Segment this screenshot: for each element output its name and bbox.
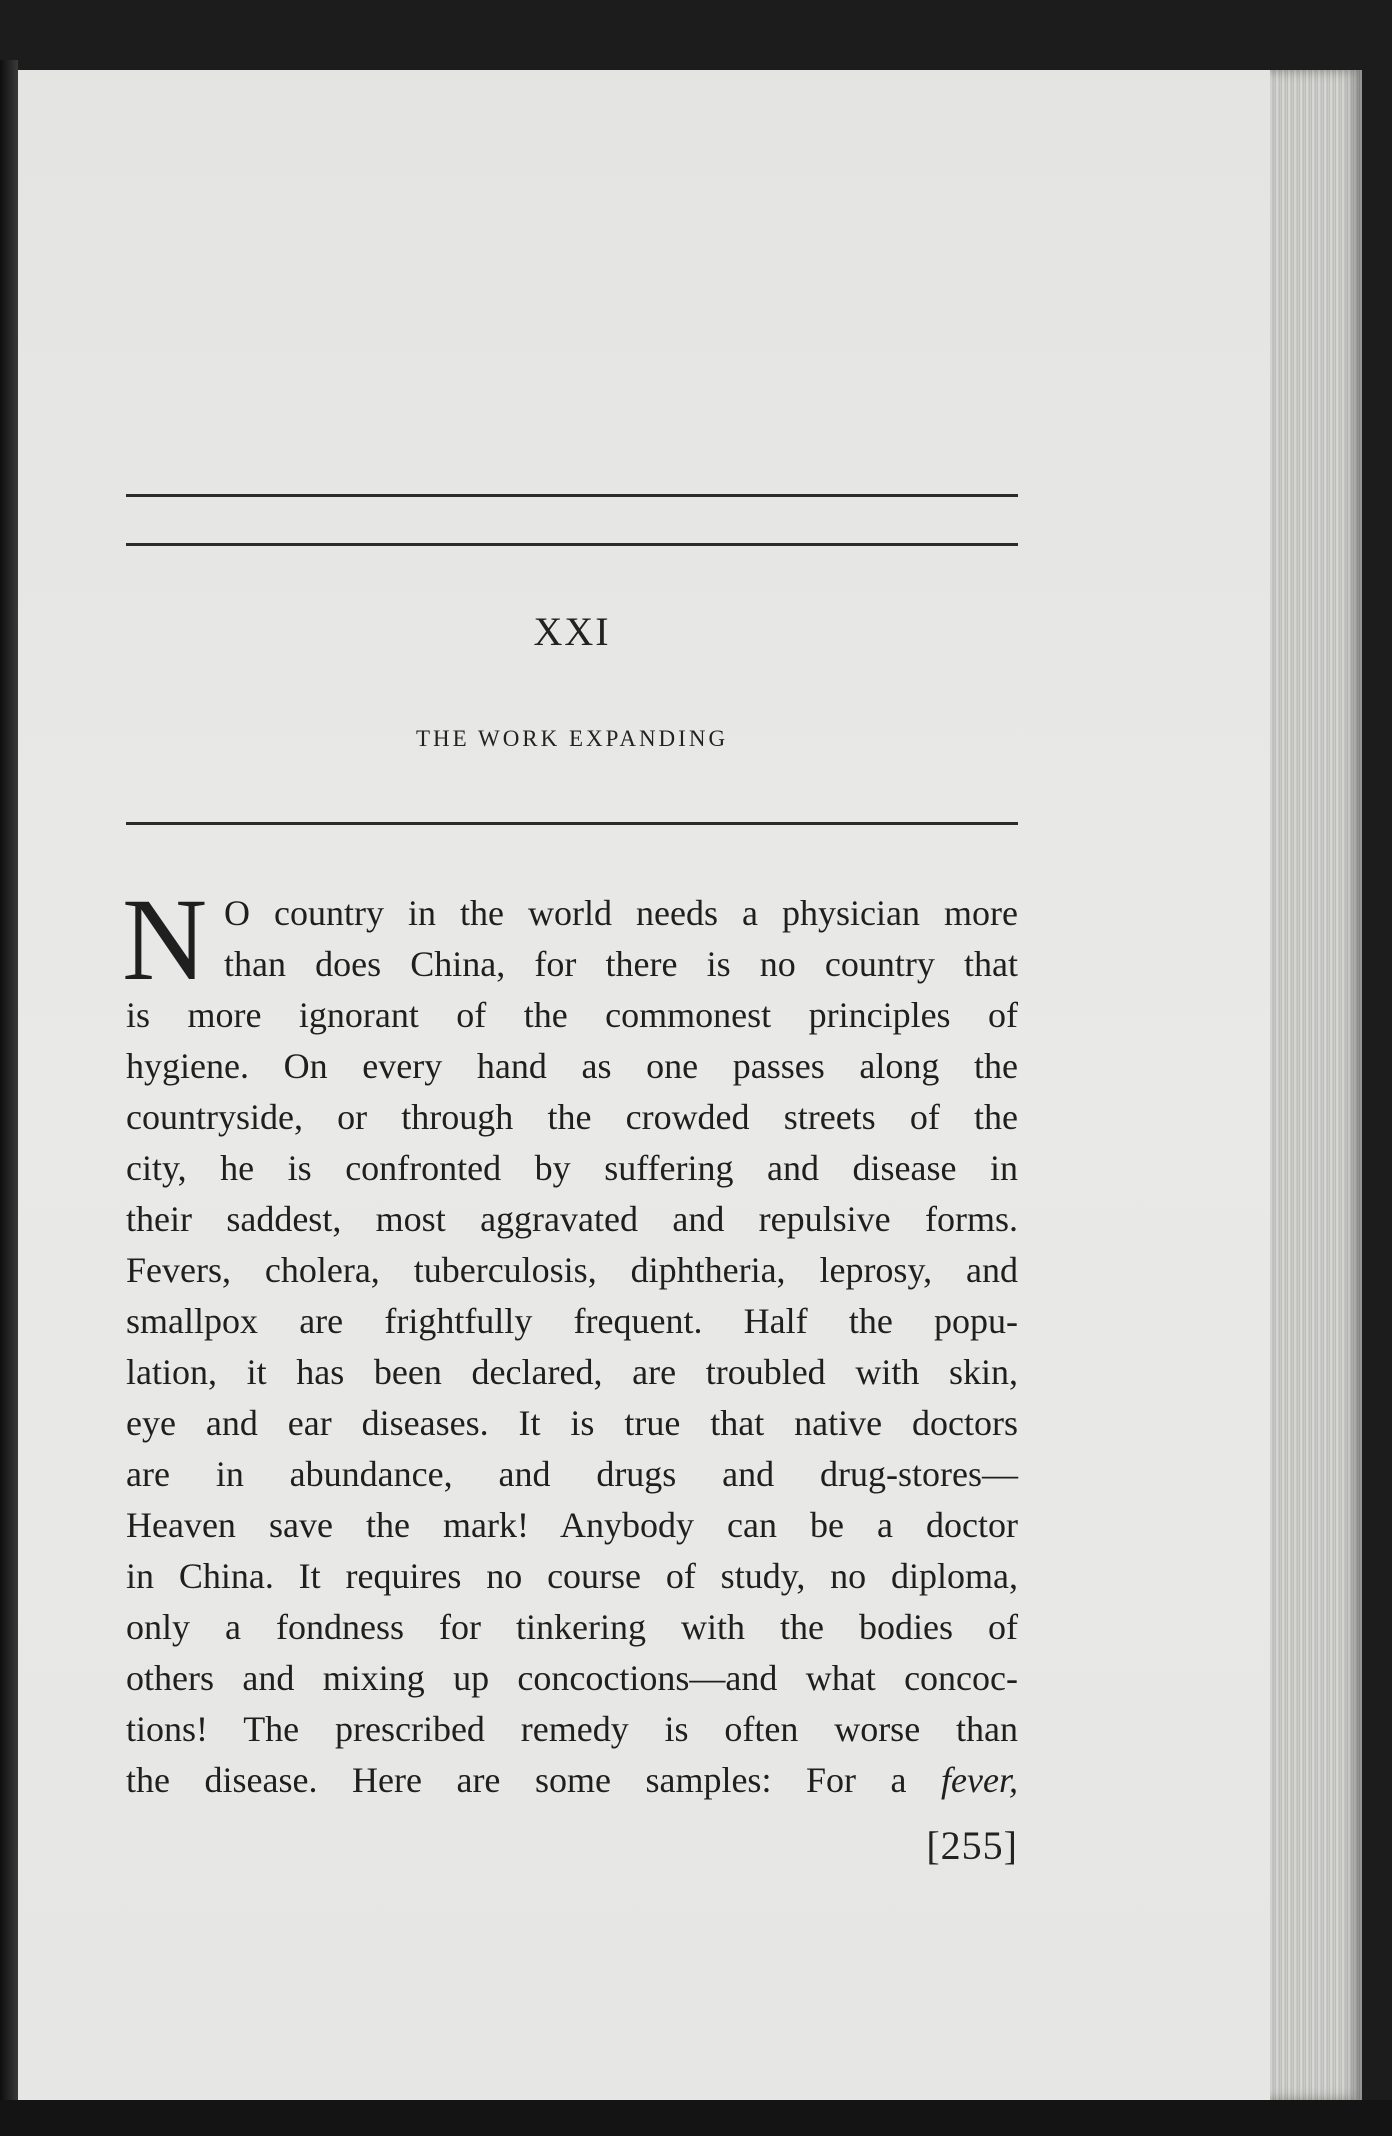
text-line: in China. It requires no course of study, no diploma, [126, 1556, 1018, 1596]
text-line: others and mixing up concoctions—and what concoc- [126, 1658, 1018, 1698]
text-line: than does China, for there is no country that [224, 944, 1018, 984]
bottom-shadow [0, 2100, 1392, 2136]
chapter-number: XXI [533, 609, 611, 654]
text-line: countryside, or through the crowded streets of the [126, 1097, 1018, 1137]
body-paragraph [122, 874, 1018, 1806]
text-line: only a fondness for tinkering with the bodies of [126, 1607, 1018, 1647]
page-number: [255] [926, 1823, 1018, 1868]
page-block-edges [1270, 70, 1362, 2100]
text-line: smallpox are frightfully frequent. Half the popu- [126, 1301, 1018, 1341]
text-line: Fevers, cholera, tuberculosis, diphtheria, leprosy, and [126, 1250, 1018, 1290]
text-line: are in abundance, and drugs and drug-stores— [126, 1454, 1018, 1494]
text-line-last [126, 1755, 1018, 1806]
drop-cap: N [122, 874, 208, 1005]
text-line: their saddest, most aggravated and repulsive forms. [126, 1199, 1018, 1239]
top-rule-1 [126, 494, 1018, 497]
page-sheet [18, 70, 1286, 2100]
text-line: is more ignorant of the commonest principles of [126, 995, 1018, 1035]
text-line-last-prefix: the disease. Here are some samples: For a [126, 1760, 907, 1800]
text-line: hygiene. On every hand as one passes along the [126, 1046, 1018, 1086]
text-line: lation, it has been declared, are troubled with skin, [126, 1352, 1018, 1392]
top-rule-2 [126, 543, 1018, 546]
text-line: city, he is confronted by suffering and disease in [126, 1148, 1018, 1188]
text-line: eye and ear diseases. It is true that native doctors [126, 1403, 1018, 1443]
text-line: O country in the world needs a physician more [224, 893, 1018, 933]
book-gutter-edge [0, 60, 18, 2100]
italic-word: fever, [941, 1760, 1018, 1800]
text-line: tions! The prescribed remedy is often worse than [126, 1709, 1018, 1749]
heading-bottom-rule [126, 822, 1018, 825]
text-line: Heaven save the mark! Anybody can be a doctor [126, 1505, 1018, 1545]
chapter-title: THE WORK EXPANDING [415, 726, 729, 751]
